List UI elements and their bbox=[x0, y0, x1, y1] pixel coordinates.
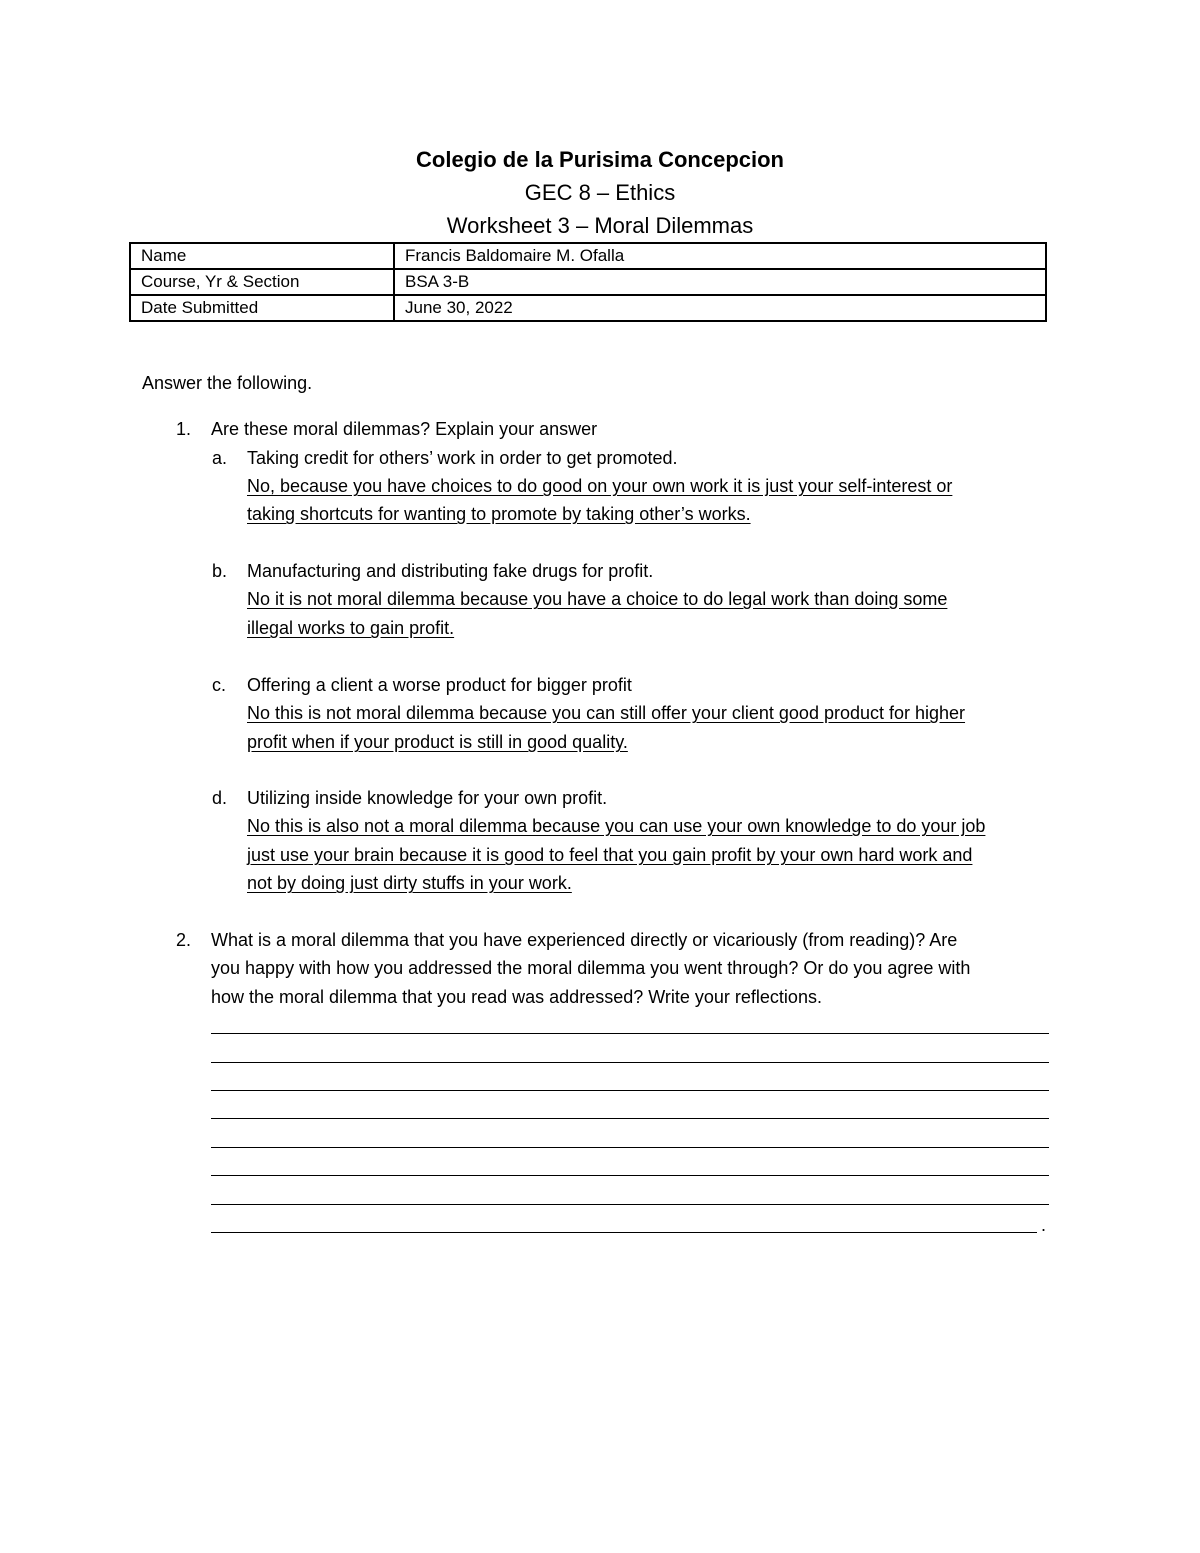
question-number: 2. bbox=[176, 930, 192, 950]
blank-answer-line bbox=[211, 1062, 1049, 1063]
blank-answer-line bbox=[211, 1090, 1049, 1091]
blank-answer-line bbox=[211, 1118, 1049, 1119]
answer-line: not by doing just dirty stuffs in your work. bbox=[247, 873, 572, 893]
table-row bbox=[130, 295, 1046, 321]
answer-line: just use your brain because it is good to feel that you gain profit by your own hard work and bbox=[247, 845, 973, 865]
table-row bbox=[130, 243, 1046, 269]
table-row bbox=[130, 269, 1046, 295]
answer-line: illegal works to gain profit. bbox=[247, 618, 455, 638]
item-letter: b. bbox=[212, 561, 228, 581]
item-question: Taking credit for others’ work in order to get promoted. bbox=[247, 448, 678, 468]
item-question: Utilizing inside knowledge for your own profit. bbox=[247, 788, 608, 808]
blank-answer-line bbox=[211, 1033, 1049, 1034]
section-value: BSA 3-B bbox=[394, 269, 1046, 295]
end-period: . bbox=[1041, 1215, 1047, 1235]
answer-line: taking shortcuts for wanting to promote by taking other’s works. bbox=[247, 504, 751, 524]
question-number: 1. bbox=[176, 419, 192, 439]
item-letter: c. bbox=[212, 675, 227, 695]
item-letter: d. bbox=[212, 788, 228, 808]
item-question: Manufacturing and distributing fake drugs for profit. bbox=[247, 561, 654, 581]
name-value: Francis Baldomaire M. Ofalla bbox=[394, 243, 1046, 269]
answer-line: No it is not moral dilemma because you have a choice to do legal work than doing some bbox=[247, 589, 948, 609]
date-value: June 30, 2022 bbox=[394, 295, 1046, 321]
item-letter: a. bbox=[212, 448, 228, 468]
section-label: Course, Yr & Section bbox=[130, 269, 394, 295]
answer-line: profit when if your product is still in good quality. bbox=[247, 732, 628, 752]
blank-answer-line bbox=[211, 1175, 1049, 1176]
question-text: how the moral dilemma that you read was addressed? Write your reflections. bbox=[211, 987, 822, 1007]
answer-line: No this is also not a moral dilemma because you can use your own knowledge to do your job bbox=[247, 816, 986, 836]
date-label: Date Submitted bbox=[130, 295, 394, 321]
item-question: Offering a client a worse product for bigger profit bbox=[247, 675, 632, 695]
question-text: Are these moral dilemmas? Explain your answer bbox=[211, 419, 598, 439]
blank-answer-line bbox=[211, 1147, 1049, 1148]
instructions: Answer the following. bbox=[142, 373, 313, 393]
answer-line: No this is not moral dilemma because you can still offer your client good product for higher bbox=[247, 703, 966, 723]
worksheet-title: Worksheet 3 – Moral Dilemmas bbox=[446, 213, 754, 238]
blank-answer-line bbox=[211, 1232, 1037, 1233]
question-text: you happy with how you addressed the moral dilemma you went through? Or do you agree with bbox=[211, 958, 971, 978]
course-title: GEC 8 – Ethics bbox=[524, 180, 676, 205]
question-text: What is a moral dilemma that you have experienced directly or vicariously (from reading)? Are bbox=[211, 930, 958, 950]
blank-answer-line bbox=[211, 1204, 1049, 1205]
school-title: Colegio de la Purisima Concepcion bbox=[416, 147, 784, 172]
student-info-table bbox=[129, 242, 1047, 322]
answer-line: No, because you have choices to do good on your own work it is just your self-interest or bbox=[247, 476, 953, 496]
name-label: Name bbox=[130, 243, 394, 269]
